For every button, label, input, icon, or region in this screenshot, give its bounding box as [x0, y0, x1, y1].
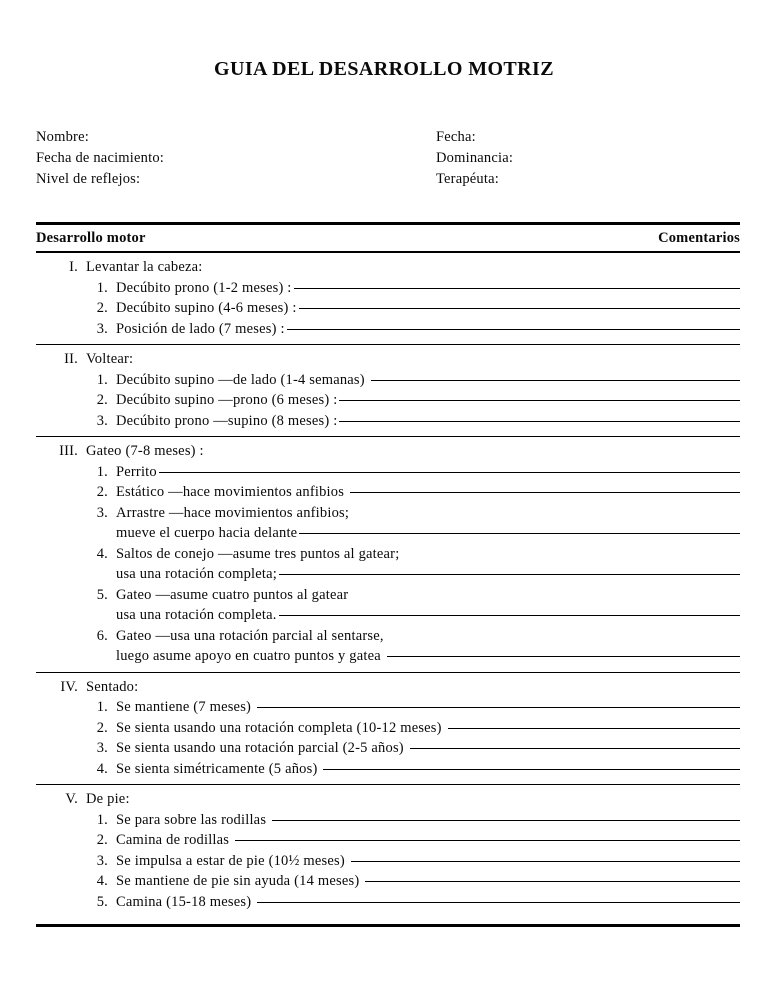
item-label: Camina de rodillas	[116, 832, 230, 848]
section-roman-numeral: V.	[65, 791, 78, 807]
answer-leader-line[interactable]	[279, 574, 740, 575]
item-body	[116, 851, 740, 872]
item-number: 1.	[96, 811, 108, 828]
item-label: Gateo —asume cuatro puntos al gatear	[116, 586, 349, 603]
answer-leader-line[interactable]	[235, 840, 740, 841]
checklist-item[interactable]	[36, 718, 740, 739]
item-body	[116, 830, 740, 851]
column-header-comentarios: Comentarios	[658, 230, 740, 246]
page-title: GUIA DEL DESARROLLO MOTRIZ	[214, 58, 554, 80]
item-number: 3.	[96, 504, 108, 521]
section-roman-numeral: III.	[59, 443, 78, 459]
answer-leader-line[interactable]	[294, 288, 740, 289]
item-body	[116, 626, 740, 647]
item-body	[116, 892, 740, 913]
section-iii	[36, 437, 740, 672]
checklist-item[interactable]	[36, 298, 740, 319]
item-number: 2.	[96, 484, 108, 500]
section-title-row	[36, 257, 740, 278]
item-body	[116, 462, 740, 483]
checklist-item[interactable]	[36, 810, 740, 831]
header-fields-left-column	[36, 127, 436, 190]
answer-leader-line[interactable]	[351, 861, 740, 862]
section-roman-numeral: I.	[69, 259, 78, 275]
answer-leader-line[interactable]	[323, 769, 740, 770]
item-label: Saltos de conejo —asume tres puntos al gatear;	[116, 545, 400, 562]
item-label: Decúbito supino —prono (6 meses) :	[116, 392, 338, 408]
item-body	[116, 503, 740, 524]
section-title: Levantar la cabeza:	[86, 259, 203, 275]
item-body	[116, 871, 740, 892]
item-number: 3.	[96, 740, 108, 756]
sections-container	[36, 253, 740, 917]
motor-development-table	[0, 222, 768, 927]
header-field-left-2[interactable]: Nivel de reflejos:	[36, 171, 141, 187]
checklist-item[interactable]	[36, 697, 740, 718]
item-body	[116, 298, 740, 319]
continuation-label: usa una rotación completa;	[116, 566, 278, 582]
item-body	[116, 482, 740, 503]
item-body	[116, 585, 740, 606]
answer-leader-line[interactable]	[371, 380, 740, 381]
item-label: Decúbito prono —supino (8 meses) :	[116, 412, 338, 429]
section-title: Gateo (7-8 meses) :	[86, 443, 204, 459]
section-items	[36, 810, 740, 913]
checklist-item[interactable]	[36, 319, 740, 340]
item-number: 4.	[96, 873, 108, 889]
item-label: Perrito	[116, 463, 157, 480]
continuation-body	[116, 564, 740, 585]
header-fields-right-column	[436, 127, 738, 190]
item-number: 1.	[96, 279, 108, 296]
checklist-item[interactable]	[36, 759, 740, 780]
item-body	[116, 370, 740, 391]
checklist-item[interactable]	[36, 585, 740, 606]
answer-leader-line[interactable]	[272, 820, 740, 821]
checklist-item[interactable]	[36, 830, 740, 851]
checklist-item[interactable]	[36, 851, 740, 872]
section-title-row	[36, 441, 740, 462]
continuation-body	[116, 605, 740, 626]
checklist-item-continuation[interactable]	[36, 564, 740, 585]
item-label: Camina (15-18 meses)	[116, 893, 252, 910]
item-body	[116, 810, 740, 831]
item-number: 5.	[96, 893, 108, 910]
section-roman-numeral: II.	[64, 351, 78, 367]
item-body	[116, 759, 740, 780]
item-number: 1.	[96, 371, 108, 388]
section-roman-numeral: IV.	[60, 678, 78, 695]
item-label: Posición de lado (7 meses) :	[116, 320, 285, 337]
continuation-label: luego asume apoyo en cuatro puntos y gatea	[116, 648, 381, 664]
item-label: Se para sobre las rodillas	[116, 811, 267, 828]
header-fields	[0, 127, 768, 190]
answer-leader-line[interactable]	[448, 728, 740, 729]
checklist-item[interactable]	[36, 411, 740, 432]
item-number: 2.	[96, 832, 108, 848]
item-body	[116, 390, 740, 411]
answer-leader-line[interactable]	[365, 881, 740, 882]
item-label: Decúbito supino —de lado (1-4 semanas)	[116, 371, 365, 388]
checklist-item[interactable]	[36, 462, 740, 483]
item-number: 2.	[96, 300, 108, 316]
table-bottom-rule	[36, 924, 740, 927]
section-v	[36, 785, 740, 917]
checklist-item-continuation[interactable]	[36, 523, 740, 544]
checklist-item[interactable]	[36, 738, 740, 759]
item-body	[116, 544, 740, 565]
item-body	[116, 738, 740, 759]
checklist-item[interactable]	[36, 482, 740, 503]
item-label: Se mantiene de pie sin ayuda (14 meses)	[116, 873, 360, 889]
item-body	[116, 411, 740, 432]
column-header-desarrollo-motor: Desarrollo motor	[36, 230, 146, 246]
continuation-body	[116, 523, 740, 544]
checklist-item-continuation[interactable]	[36, 646, 740, 667]
header-field-right-0[interactable]: Fecha:	[436, 129, 476, 145]
section-title: Voltear:	[86, 351, 134, 367]
answer-leader-line[interactable]	[257, 902, 740, 903]
answer-leader-line[interactable]	[287, 329, 740, 330]
answer-leader-line[interactable]	[279, 615, 740, 616]
item-number: 2.	[96, 719, 108, 736]
checklist-item[interactable]	[36, 871, 740, 892]
item-number: 4.	[96, 545, 108, 562]
checklist-item[interactable]	[36, 544, 740, 565]
item-number: 1.	[96, 699, 108, 715]
checklist-item[interactable]	[36, 278, 740, 299]
header-field-left-0[interactable]: Nombre:	[36, 129, 89, 145]
item-label: Se mantiene (7 meses)	[116, 699, 252, 715]
answer-leader-line[interactable]	[387, 656, 740, 657]
item-label: Se impulsa a estar de pie (10½ meses)	[116, 852, 345, 869]
item-body	[116, 319, 740, 340]
section-i	[36, 253, 740, 344]
continuation-body	[116, 646, 740, 667]
answer-leader-line[interactable]	[299, 308, 740, 309]
section-title-row	[36, 677, 740, 698]
item-body	[116, 697, 740, 718]
section-title: De pie:	[86, 791, 130, 807]
item-number: 5.	[96, 586, 108, 603]
item-number: 3.	[96, 852, 108, 869]
item-number: 2.	[96, 392, 108, 408]
item-label: Arrastre —hace movimientos anfibios;	[116, 504, 350, 521]
item-label: Estático —hace movimientos anfibios	[116, 484, 345, 500]
section-title: Sentado:	[86, 678, 139, 695]
answer-leader-line[interactable]	[350, 492, 740, 493]
checklist-item[interactable]	[36, 390, 740, 411]
continuation-label: mueve el cuerpo hacia delante	[116, 525, 298, 541]
answer-leader-line[interactable]	[299, 533, 740, 534]
checklist-item[interactable]	[36, 503, 740, 524]
item-body	[116, 278, 740, 299]
section-iv	[36, 673, 740, 785]
section-items	[36, 462, 740, 667]
section-items	[36, 278, 740, 340]
section-ii	[36, 345, 740, 436]
answer-leader-line[interactable]	[339, 400, 740, 401]
answer-leader-line[interactable]	[339, 421, 740, 422]
answer-leader-line[interactable]	[410, 748, 740, 749]
section-items	[36, 697, 740, 779]
answer-leader-line[interactable]	[159, 472, 740, 473]
section-title-row	[36, 349, 740, 370]
answer-leader-line[interactable]	[257, 707, 740, 708]
header-field-right-2[interactable]: Terapéuta:	[436, 171, 499, 187]
checklist-item[interactable]	[36, 626, 740, 647]
item-number: 3.	[96, 320, 108, 337]
item-label: Decúbito supino (4-6 meses) :	[116, 300, 297, 316]
item-number: 1.	[96, 463, 108, 480]
item-label: Gateo —usa una rotación parcial al sentarse,	[116, 627, 384, 644]
item-number: 6.	[96, 627, 108, 644]
checklist-item[interactable]	[36, 370, 740, 391]
item-body	[116, 718, 740, 739]
checklist-item[interactable]	[36, 892, 740, 913]
item-label: Se sienta usando una rotación completa (10-12 meses)	[116, 719, 442, 736]
header-field-right-1[interactable]: Dominancia:	[436, 150, 514, 166]
header-field-left-1[interactable]: Fecha de nacimiento:	[36, 150, 165, 166]
item-label: Se sienta usando una rotación parcial (2-5 años)	[116, 740, 404, 756]
item-number: 4.	[96, 760, 108, 777]
item-label: Decúbito prono (1-2 meses) :	[116, 279, 292, 296]
item-label: Se sienta simétricamente (5 años)	[116, 760, 318, 777]
table-column-headers	[36, 225, 740, 251]
item-number: 3.	[96, 412, 108, 429]
checklist-item-continuation[interactable]	[36, 605, 740, 626]
continuation-label: usa una rotación completa.	[116, 607, 277, 623]
section-title-row	[36, 789, 740, 810]
section-items	[36, 370, 740, 432]
